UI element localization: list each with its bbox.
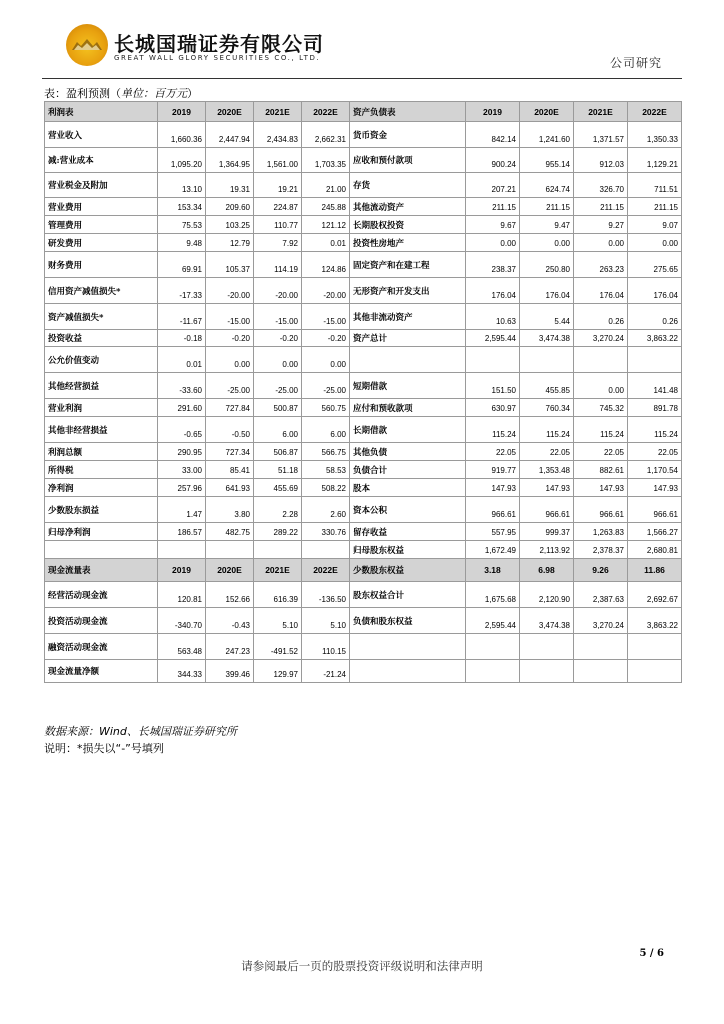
value-cell: 207.21 <box>466 173 520 198</box>
value-cell: 3,863.22 <box>628 330 682 347</box>
value-cell: 176.04 <box>628 278 682 304</box>
value-cell: 275.65 <box>628 252 682 278</box>
value-cell <box>466 347 520 373</box>
value-cell: -15.00 <box>206 304 254 330</box>
table-caption: 表：盈利预测（单位：百万元） <box>44 87 198 100</box>
value-cell: 1,371.57 <box>574 122 628 148</box>
value-cell: 1,353.48 <box>520 461 574 479</box>
row-label: 应付和预收款项 <box>350 399 466 417</box>
value-cell: 75.53 <box>158 216 206 234</box>
value-cell: 0.00 <box>520 234 574 252</box>
value-cell: 115.24 <box>520 417 574 443</box>
table-row <box>45 198 682 216</box>
value-cell: 12.79 <box>206 234 254 252</box>
value-cell: 0.00 <box>574 234 628 252</box>
value-cell: 7.92 <box>254 234 302 252</box>
value-cell: 10.63 <box>466 304 520 330</box>
value-cell: 2,120.90 <box>520 582 574 608</box>
value-cell: 176.04 <box>574 278 628 304</box>
value-cell: 211.15 <box>520 198 574 216</box>
value-cell: 110.15 <box>302 634 350 660</box>
row-label: 固定资产和在建工程 <box>350 252 466 278</box>
row-label: 营业收入 <box>45 122 158 148</box>
value-cell: 33.00 <box>158 461 206 479</box>
value-cell: 21.00 <box>302 173 350 198</box>
value-cell: -21.24 <box>302 660 350 683</box>
value-cell: 1,170.54 <box>628 461 682 479</box>
value-cell: 5.10 <box>302 608 350 634</box>
value-cell: -11.67 <box>158 304 206 330</box>
table-row <box>45 148 682 173</box>
value-cell: 105.37 <box>206 252 254 278</box>
value-cell: 245.88 <box>302 198 350 216</box>
value-cell: 1.47 <box>158 497 206 523</box>
value-cell: 455.85 <box>520 373 574 399</box>
value-cell: 330.76 <box>302 523 350 541</box>
value-cell <box>628 634 682 660</box>
row-label: 货币资金 <box>350 122 466 148</box>
row-label: 其他经营损益 <box>45 373 158 399</box>
value-cell: 58.53 <box>302 461 350 479</box>
value-cell: 263.23 <box>574 252 628 278</box>
row-label: 留存收益 <box>350 523 466 541</box>
value-cell: 2.60 <box>302 497 350 523</box>
table-row <box>45 278 682 304</box>
table-header-label: 现金流量表 <box>45 559 158 582</box>
value-cell: 9.27 <box>574 216 628 234</box>
value-cell: 0.01 <box>158 347 206 373</box>
value-cell: 1,660.36 <box>158 122 206 148</box>
year-header: 2019 <box>466 102 520 122</box>
value-cell: 19.31 <box>206 173 254 198</box>
value-cell: 842.14 <box>466 122 520 148</box>
value-cell: 9.07 <box>628 216 682 234</box>
year-header: 2021E <box>254 102 302 122</box>
value-cell: 1,672.49 <box>466 541 520 559</box>
value-cell: 2,387.63 <box>574 582 628 608</box>
value-cell: 6.98 <box>520 559 574 582</box>
table-row <box>45 373 682 399</box>
row-label <box>350 660 466 683</box>
value-cell <box>574 347 628 373</box>
table-row <box>45 417 682 443</box>
row-label: 资产减值损失* <box>45 304 158 330</box>
value-cell: -0.20 <box>206 330 254 347</box>
value-cell: 966.61 <box>574 497 628 523</box>
table-row <box>45 461 682 479</box>
value-cell: 1,675.68 <box>466 582 520 608</box>
row-label <box>45 541 158 559</box>
value-cell: 482.75 <box>206 523 254 541</box>
value-cell <box>466 660 520 683</box>
table-row <box>45 252 682 278</box>
value-cell: 616.39 <box>254 582 302 608</box>
value-cell: 209.60 <box>206 198 254 216</box>
value-cell: 3.18 <box>466 559 520 582</box>
row-label: 经营活动现金流 <box>45 582 158 608</box>
value-cell: 147.93 <box>574 479 628 497</box>
value-cell: -33.60 <box>158 373 206 399</box>
value-cell: 19.21 <box>254 173 302 198</box>
value-cell: 399.46 <box>206 660 254 683</box>
value-cell: -0.43 <box>206 608 254 634</box>
value-cell: 141.48 <box>628 373 682 399</box>
value-cell: 1,350.33 <box>628 122 682 148</box>
table-row <box>45 304 682 330</box>
value-cell: 110.77 <box>254 216 302 234</box>
value-cell: 153.34 <box>158 198 206 216</box>
row-label: 应收和预付款项 <box>350 148 466 173</box>
value-cell: 624.74 <box>520 173 574 198</box>
table-row <box>45 559 682 582</box>
value-cell: 9.67 <box>466 216 520 234</box>
value-cell: 6.00 <box>302 417 350 443</box>
row-label: 信用资产减值损失* <box>45 278 158 304</box>
value-cell: 0.00 <box>254 347 302 373</box>
value-cell: 291.60 <box>158 399 206 417</box>
value-cell: 13.10 <box>158 173 206 198</box>
value-cell: 6.00 <box>254 417 302 443</box>
value-cell: 114.19 <box>254 252 302 278</box>
value-cell: 2,662.31 <box>302 122 350 148</box>
value-cell: -340.70 <box>158 608 206 634</box>
value-cell: 103.25 <box>206 216 254 234</box>
table-header-label: 利润表 <box>45 102 158 122</box>
value-cell <box>466 634 520 660</box>
value-cell: 115.24 <box>574 417 628 443</box>
table-note: 说明：*损失以“-”号填列 <box>44 742 164 755</box>
year-header: 2019 <box>158 102 206 122</box>
row-label <box>350 634 466 660</box>
table-row <box>45 541 682 559</box>
row-label: 股东权益合计 <box>350 582 466 608</box>
year-header: 2020E <box>206 559 254 582</box>
value-cell: 9.48 <box>158 234 206 252</box>
value-cell: 2,692.67 <box>628 582 682 608</box>
value-cell: 211.15 <box>466 198 520 216</box>
value-cell: 115.24 <box>466 417 520 443</box>
value-cell: 2,434.83 <box>254 122 302 148</box>
table-row <box>45 582 682 608</box>
value-cell: 250.80 <box>520 252 574 278</box>
row-label: 长期股权投资 <box>350 216 466 234</box>
value-cell: 882.61 <box>574 461 628 479</box>
value-cell <box>520 660 574 683</box>
great-wall-logo-icon <box>72 38 102 52</box>
value-cell: 290.95 <box>158 443 206 461</box>
value-cell: 745.32 <box>574 399 628 417</box>
value-cell: -15.00 <box>302 304 350 330</box>
row-label: 短期借款 <box>350 373 466 399</box>
value-cell: 326.70 <box>574 173 628 198</box>
value-cell: 999.37 <box>520 523 574 541</box>
value-cell <box>520 634 574 660</box>
row-label: 资本公积 <box>350 497 466 523</box>
row-label: 长期借款 <box>350 417 466 443</box>
row-label: 融资活动现金流 <box>45 634 158 660</box>
value-cell: 966.61 <box>520 497 574 523</box>
value-cell: 955.14 <box>520 148 574 173</box>
value-cell: 22.05 <box>574 443 628 461</box>
value-cell: 121.12 <box>302 216 350 234</box>
value-cell: 3,270.24 <box>574 608 628 634</box>
value-cell: 186.57 <box>158 523 206 541</box>
value-cell <box>574 660 628 683</box>
value-cell: 211.15 <box>574 198 628 216</box>
value-cell <box>158 541 206 559</box>
value-cell: 2.28 <box>254 497 302 523</box>
value-cell: 11.86 <box>628 559 682 582</box>
value-cell: -0.65 <box>158 417 206 443</box>
value-cell: 115.24 <box>628 417 682 443</box>
value-cell: 69.91 <box>158 252 206 278</box>
value-cell: 176.04 <box>466 278 520 304</box>
row-label: 公允价值变动 <box>45 347 158 373</box>
table-row <box>45 443 682 461</box>
footer-disclaimer: 请参阅最后一页的股票投资评级说明和法律声明 <box>241 959 483 973</box>
row-label: 其他非流动资产 <box>350 304 466 330</box>
value-cell: 0.26 <box>574 304 628 330</box>
value-cell: -0.20 <box>254 330 302 347</box>
row-label: 投资活动现金流 <box>45 608 158 634</box>
row-label: 其他非经营损益 <box>45 417 158 443</box>
row-label: 营业利润 <box>45 399 158 417</box>
value-cell: 2,595.44 <box>466 330 520 347</box>
value-cell: 711.51 <box>628 173 682 198</box>
value-cell: 966.61 <box>628 497 682 523</box>
row-label: 归母净利润 <box>45 523 158 541</box>
value-cell: 1,263.83 <box>574 523 628 541</box>
row-label: 投资收益 <box>45 330 158 347</box>
value-cell: 147.93 <box>466 479 520 497</box>
year-header: 2022E <box>302 559 350 582</box>
value-cell: 247.23 <box>206 634 254 660</box>
row-label <box>350 347 466 373</box>
row-label: 减:营业成本 <box>45 148 158 173</box>
value-cell: 9.47 <box>520 216 574 234</box>
year-header: 2020E <box>520 102 574 122</box>
table-row <box>45 216 682 234</box>
value-cell <box>254 541 302 559</box>
value-cell: 2,680.81 <box>628 541 682 559</box>
table-row <box>45 330 682 347</box>
table-row <box>45 634 682 660</box>
value-cell: 563.48 <box>158 634 206 660</box>
value-cell: 129.97 <box>254 660 302 683</box>
value-cell: 5.10 <box>254 608 302 634</box>
value-cell: 344.33 <box>158 660 206 683</box>
table-row <box>45 497 682 523</box>
value-cell: -0.18 <box>158 330 206 347</box>
value-cell <box>302 541 350 559</box>
value-cell: 0.00 <box>466 234 520 252</box>
value-cell: 1,703.35 <box>302 148 350 173</box>
value-cell: 3,270.24 <box>574 330 628 347</box>
value-cell: 0.01 <box>302 234 350 252</box>
value-cell: 560.75 <box>302 399 350 417</box>
row-label: 营业费用 <box>45 198 158 216</box>
row-label: 无形资产和开发支出 <box>350 278 466 304</box>
value-cell: 966.61 <box>466 497 520 523</box>
value-cell: 2,113.92 <box>520 541 574 559</box>
row-label: 其他负债 <box>350 443 466 461</box>
value-cell: 900.24 <box>466 148 520 173</box>
value-cell: 22.05 <box>520 443 574 461</box>
value-cell <box>628 660 682 683</box>
row-label: 其他流动资产 <box>350 198 466 216</box>
value-cell: 500.87 <box>254 399 302 417</box>
section-label: 公司研究 <box>609 56 662 70</box>
row-label: 财务费用 <box>45 252 158 278</box>
value-cell: 1,566.27 <box>628 523 682 541</box>
value-cell: 760.34 <box>520 399 574 417</box>
value-cell: 9.26 <box>574 559 628 582</box>
row-label: 股本 <box>350 479 466 497</box>
table-row <box>45 173 682 198</box>
value-cell: 891.78 <box>628 399 682 417</box>
value-cell: 147.93 <box>520 479 574 497</box>
row-label: 现金流量净额 <box>45 660 158 683</box>
value-cell: -25.00 <box>302 373 350 399</box>
value-cell: 211.15 <box>628 198 682 216</box>
value-cell: -17.33 <box>158 278 206 304</box>
row-label: 研发费用 <box>45 234 158 252</box>
value-cell: 557.95 <box>466 523 520 541</box>
value-cell: 2,447.94 <box>206 122 254 148</box>
value-cell: 506.87 <box>254 443 302 461</box>
table-row <box>45 234 682 252</box>
value-cell: -136.50 <box>302 582 350 608</box>
table-row <box>45 399 682 417</box>
value-cell: 5.44 <box>520 304 574 330</box>
value-cell: -25.00 <box>206 373 254 399</box>
value-cell <box>628 347 682 373</box>
value-cell: 0.00 <box>302 347 350 373</box>
value-cell: 176.04 <box>520 278 574 304</box>
value-cell: 566.75 <box>302 443 350 461</box>
value-cell: 85.41 <box>206 461 254 479</box>
year-header: 2022E <box>628 102 682 122</box>
value-cell: 3,474.38 <box>520 330 574 347</box>
value-cell: 151.50 <box>466 373 520 399</box>
value-cell: 2,595.44 <box>466 608 520 634</box>
value-cell: 3.80 <box>206 497 254 523</box>
company-name-cn: 长城国瑞证券有限公司 <box>114 32 324 56</box>
value-cell: -0.50 <box>206 417 254 443</box>
row-label: 归母股东权益 <box>350 541 466 559</box>
value-cell: 124.86 <box>302 252 350 278</box>
value-cell: 455.69 <box>254 479 302 497</box>
header-divider <box>42 78 682 79</box>
value-cell: -20.00 <box>254 278 302 304</box>
value-cell: 919.77 <box>466 461 520 479</box>
year-header: 2021E <box>254 559 302 582</box>
row-label: 净利润 <box>45 479 158 497</box>
value-cell: 727.34 <box>206 443 254 461</box>
value-cell: 152.66 <box>206 582 254 608</box>
table-row <box>45 102 682 122</box>
table-header-label: 资产负债表 <box>350 102 466 122</box>
year-header: 2019 <box>158 559 206 582</box>
value-cell: 1,561.00 <box>254 148 302 173</box>
value-cell: 1,129.21 <box>628 148 682 173</box>
value-cell: 51.18 <box>254 461 302 479</box>
row-label: 营业税金及附加 <box>45 173 158 198</box>
value-cell: -0.20 <box>302 330 350 347</box>
table-row <box>45 479 682 497</box>
value-cell: -15.00 <box>254 304 302 330</box>
row-label: 负债和股东权益 <box>350 608 466 634</box>
year-header: 2022E <box>302 102 350 122</box>
value-cell: -20.00 <box>302 278 350 304</box>
data-source: 数据来源：Wind、长城国瑞证券研究所 <box>44 725 237 738</box>
value-cell: 912.03 <box>574 148 628 173</box>
table-row <box>45 660 682 683</box>
value-cell: -491.52 <box>254 634 302 660</box>
value-cell: 224.87 <box>254 198 302 216</box>
value-cell: 120.81 <box>158 582 206 608</box>
value-cell: 630.97 <box>466 399 520 417</box>
value-cell: 1,364.95 <box>206 148 254 173</box>
page-number: 5 / 6 <box>639 948 664 959</box>
year-header: 2020E <box>206 102 254 122</box>
row-label: 少数股东损益 <box>45 497 158 523</box>
table-row <box>45 608 682 634</box>
value-cell: 2,378.37 <box>574 541 628 559</box>
value-cell: 147.93 <box>628 479 682 497</box>
value-cell: 1,241.60 <box>520 122 574 148</box>
row-label: 少数股东权益 <box>350 559 466 582</box>
value-cell: 0.26 <box>628 304 682 330</box>
value-cell <box>574 634 628 660</box>
value-cell: 289.22 <box>254 523 302 541</box>
value-cell: 22.05 <box>466 443 520 461</box>
value-cell: -25.00 <box>254 373 302 399</box>
table-row <box>45 523 682 541</box>
row-label: 投资性房地产 <box>350 234 466 252</box>
value-cell: 22.05 <box>628 443 682 461</box>
value-cell: 0.00 <box>206 347 254 373</box>
value-cell: -20.00 <box>206 278 254 304</box>
table-row <box>45 122 682 148</box>
row-label: 负债合计 <box>350 461 466 479</box>
value-cell: 3,474.38 <box>520 608 574 634</box>
value-cell: 727.84 <box>206 399 254 417</box>
value-cell: 257.96 <box>158 479 206 497</box>
value-cell: 0.00 <box>574 373 628 399</box>
row-label: 所得税 <box>45 461 158 479</box>
value-cell: 0.00 <box>628 234 682 252</box>
value-cell: 3,863.22 <box>628 608 682 634</box>
value-cell: 641.93 <box>206 479 254 497</box>
row-label: 存货 <box>350 173 466 198</box>
row-label: 资产总计 <box>350 330 466 347</box>
value-cell: 1,095.20 <box>158 148 206 173</box>
financial-forecast-table <box>44 101 682 683</box>
row-label: 利润总额 <box>45 443 158 461</box>
row-label: 管理费用 <box>45 216 158 234</box>
table-row <box>45 347 682 373</box>
value-cell <box>206 541 254 559</box>
company-name-en: GREAT WALL GLORY SECURITIES CO., LTD. <box>114 54 321 62</box>
year-header: 2021E <box>574 102 628 122</box>
value-cell: 508.22 <box>302 479 350 497</box>
value-cell <box>520 347 574 373</box>
value-cell: 238.37 <box>466 252 520 278</box>
